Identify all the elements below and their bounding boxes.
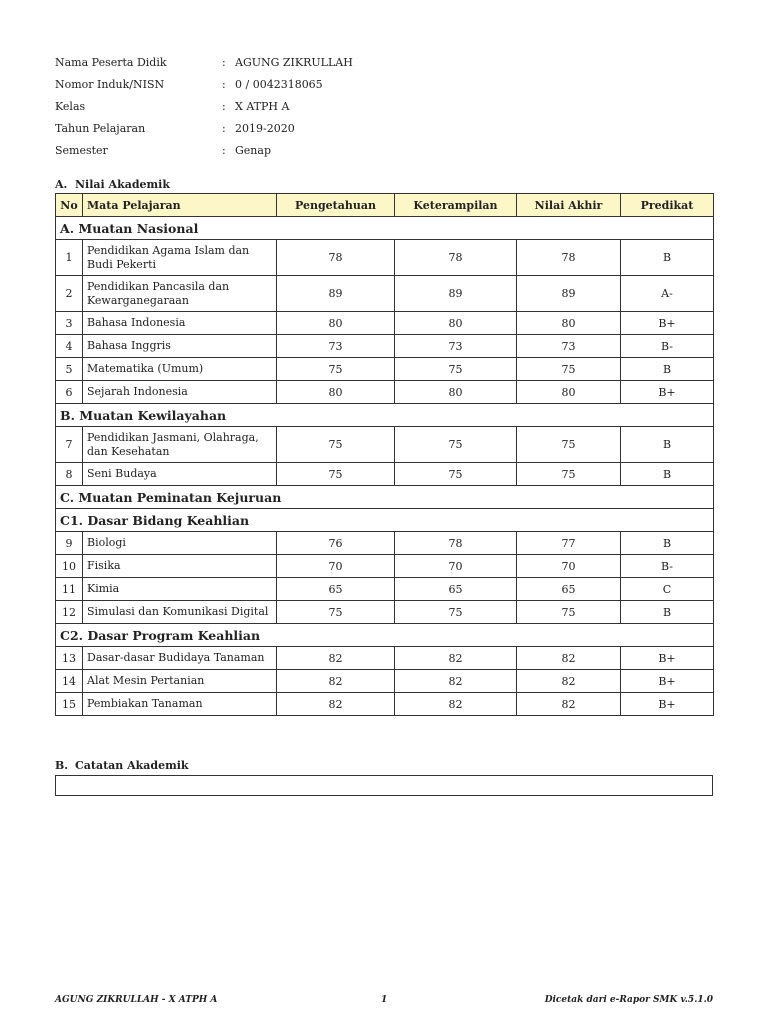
- cell-final-score: 75: [517, 463, 621, 486]
- footer-page-number: 1: [381, 995, 388, 1005]
- student-class: X ATPH A: [235, 100, 290, 113]
- section-academic-notes-title: [55, 759, 189, 772]
- cell-subject: Dasar-dasar Budidaya Tanaman: [83, 647, 277, 670]
- table-row: [56, 358, 714, 381]
- table-row: [56, 240, 714, 276]
- cell-final-score: 82: [517, 670, 621, 693]
- cell-no: 8: [56, 463, 83, 486]
- cell-no: 1: [56, 240, 83, 276]
- cell-grade: B+: [621, 647, 714, 670]
- cell-knowledge: 73: [277, 335, 395, 358]
- cell-knowledge: 75: [277, 601, 395, 624]
- cell-knowledge: 80: [277, 381, 395, 404]
- cell-knowledge: 76: [277, 532, 395, 555]
- cell-knowledge: 82: [277, 647, 395, 670]
- cell-no: 13: [56, 647, 83, 670]
- academic-notes-box: [55, 775, 713, 796]
- info-label: Semester: [55, 144, 108, 157]
- group-title: C1. Dasar Bidang Keahlian: [56, 509, 714, 532]
- cell-knowledge: 78: [277, 240, 395, 276]
- cell-knowledge: 75: [277, 427, 395, 463]
- table-row: [56, 532, 714, 555]
- cell-final-score: 65: [517, 578, 621, 601]
- header-skills: Keterampilan: [395, 194, 517, 217]
- section-title: Nilai Akademik: [75, 178, 170, 191]
- cell-grade: A-: [621, 276, 714, 312]
- cell-no: 14: [56, 670, 83, 693]
- table-row: [56, 335, 714, 358]
- cell-subject: Matematika (Umum): [83, 358, 277, 381]
- semester: Genap: [235, 144, 271, 157]
- cell-skills: 82: [395, 693, 517, 716]
- cell-subject: Pembiakan Tanaman: [83, 693, 277, 716]
- group-title: C. Muatan Peminatan Kejuruan: [56, 486, 714, 509]
- cell-grade: B: [621, 601, 714, 624]
- cell-grade: B-: [621, 335, 714, 358]
- info-separator: :: [222, 100, 226, 113]
- cell-subject: Seni Budaya: [83, 463, 277, 486]
- cell-skills: 80: [395, 381, 517, 404]
- group-title: A. Muatan Nasional: [56, 217, 714, 240]
- cell-final-score: 80: [517, 312, 621, 335]
- cell-grade: B+: [621, 381, 714, 404]
- table-row: [56, 647, 714, 670]
- cell-grade: C: [621, 578, 714, 601]
- cell-no: 11: [56, 578, 83, 601]
- cell-subject: Sejarah Indonesia: [83, 381, 277, 404]
- table-row: [56, 427, 714, 463]
- cell-no: 3: [56, 312, 83, 335]
- cell-final-score: 73: [517, 335, 621, 358]
- cell-no: 12: [56, 601, 83, 624]
- section-number: A.: [55, 178, 68, 191]
- cell-skills: 82: [395, 647, 517, 670]
- cell-skills: 80: [395, 312, 517, 335]
- cell-skills: 89: [395, 276, 517, 312]
- header-subject: Mata Pelajaran: [83, 194, 277, 217]
- cell-final-score: 75: [517, 601, 621, 624]
- cell-final-score: 75: [517, 358, 621, 381]
- cell-subject: Fisika: [83, 555, 277, 578]
- group-title: C2. Dasar Program Keahlian: [56, 624, 714, 647]
- table-row: [56, 578, 714, 601]
- cell-knowledge: 80: [277, 312, 395, 335]
- cell-final-score: 89: [517, 276, 621, 312]
- header-no: No: [56, 194, 83, 217]
- info-label: Nomor Induk/NISN: [55, 78, 165, 91]
- cell-final-score: 70: [517, 555, 621, 578]
- cell-final-score: 82: [517, 693, 621, 716]
- table-row: [56, 276, 714, 312]
- cell-skills: 82: [395, 670, 517, 693]
- cell-no: 15: [56, 693, 83, 716]
- cell-skills: 65: [395, 578, 517, 601]
- cell-subject: Bahasa Indonesia: [83, 312, 277, 335]
- table-row: [56, 693, 714, 716]
- cell-subject: Simulasi dan Komunikasi Digital: [83, 601, 277, 624]
- cell-grade: B+: [621, 670, 714, 693]
- cell-final-score: 77: [517, 532, 621, 555]
- cell-grade: B: [621, 358, 714, 381]
- cell-skills: 78: [395, 532, 517, 555]
- group-header-row: [56, 217, 714, 240]
- footer-printed-by: Dicetak dari e-Rapor SMK v.5.1.0: [544, 995, 713, 1005]
- cell-subject: Pendidikan Pancasila dan Kewarganegaraan: [83, 276, 277, 312]
- cell-subject: Bahasa Inggris: [83, 335, 277, 358]
- cell-grade: B: [621, 463, 714, 486]
- cell-no: 10: [56, 555, 83, 578]
- cell-no: 7: [56, 427, 83, 463]
- table-row: [56, 555, 714, 578]
- section-academic-grades-title: [55, 178, 170, 191]
- cell-grade: B+: [621, 312, 714, 335]
- cell-knowledge: 75: [277, 463, 395, 486]
- cell-skills: 75: [395, 601, 517, 624]
- cell-no: 5: [56, 358, 83, 381]
- cell-final-score: 82: [517, 647, 621, 670]
- table-row: [56, 601, 714, 624]
- student-name: AGUNG ZIKRULLAH: [235, 56, 353, 69]
- cell-knowledge: 82: [277, 693, 395, 716]
- cell-skills: 75: [395, 427, 517, 463]
- info-label: Nama Peserta Didik: [55, 56, 167, 69]
- cell-final-score: 78: [517, 240, 621, 276]
- cell-grade: B: [621, 240, 714, 276]
- cell-subject: Kimia: [83, 578, 277, 601]
- grades-table: [55, 193, 714, 716]
- info-separator: :: [222, 144, 226, 157]
- cell-no: 9: [56, 532, 83, 555]
- cell-skills: 70: [395, 555, 517, 578]
- cell-knowledge: 82: [277, 670, 395, 693]
- info-label: Tahun Pelajaran: [55, 122, 146, 135]
- section-title: Catatan Akademik: [75, 759, 189, 772]
- academic-year: 2019-2020: [235, 122, 295, 135]
- table-row: [56, 670, 714, 693]
- cell-knowledge: 65: [277, 578, 395, 601]
- section-number: B.: [55, 759, 69, 772]
- header-grade: Predikat: [621, 194, 714, 217]
- cell-grade: B-: [621, 555, 714, 578]
- info-separator: :: [222, 78, 226, 91]
- table-row: [56, 312, 714, 335]
- group-title: B. Muatan Kewilayahan: [56, 404, 714, 427]
- student-nisn: 0 / 0042318065: [235, 78, 323, 91]
- cell-no: 6: [56, 381, 83, 404]
- cell-skills: 73: [395, 335, 517, 358]
- cell-skills: 75: [395, 358, 517, 381]
- cell-knowledge: 70: [277, 555, 395, 578]
- cell-final-score: 75: [517, 427, 621, 463]
- cell-subject: Biologi: [83, 532, 277, 555]
- cell-skills: 75: [395, 463, 517, 486]
- cell-grade: B: [621, 427, 714, 463]
- grades-table-body: [56, 217, 714, 716]
- cell-final-score: 80: [517, 381, 621, 404]
- cell-grade: B: [621, 532, 714, 555]
- cell-knowledge: 75: [277, 358, 395, 381]
- header-knowledge: Pengetahuan: [277, 194, 395, 217]
- table-row: [56, 463, 714, 486]
- table-row: [56, 381, 714, 404]
- cell-skills: 78: [395, 240, 517, 276]
- cell-subject: Alat Mesin Pertanian: [83, 670, 277, 693]
- group-header-row: [56, 509, 714, 532]
- group-header-row: [56, 624, 714, 647]
- header-final-score: Nilai Akhir: [517, 194, 621, 217]
- cell-no: 4: [56, 335, 83, 358]
- cell-knowledge: 89: [277, 276, 395, 312]
- footer-student: AGUNG ZIKRULLAH - X ATPH A: [55, 995, 218, 1005]
- info-separator: :: [222, 122, 226, 135]
- table-header-row: [56, 194, 714, 217]
- cell-no: 2: [56, 276, 83, 312]
- info-label: Kelas: [55, 100, 86, 113]
- group-header-row: [56, 486, 714, 509]
- cell-subject: Pendidikan Agama Islam dan Budi Pekerti: [83, 240, 277, 276]
- group-header-row: [56, 404, 714, 427]
- cell-grade: B+: [621, 693, 714, 716]
- cell-subject: Pendidikan Jasmani, Olahraga, dan Kesehatan: [83, 427, 277, 463]
- info-separator: :: [222, 56, 226, 69]
